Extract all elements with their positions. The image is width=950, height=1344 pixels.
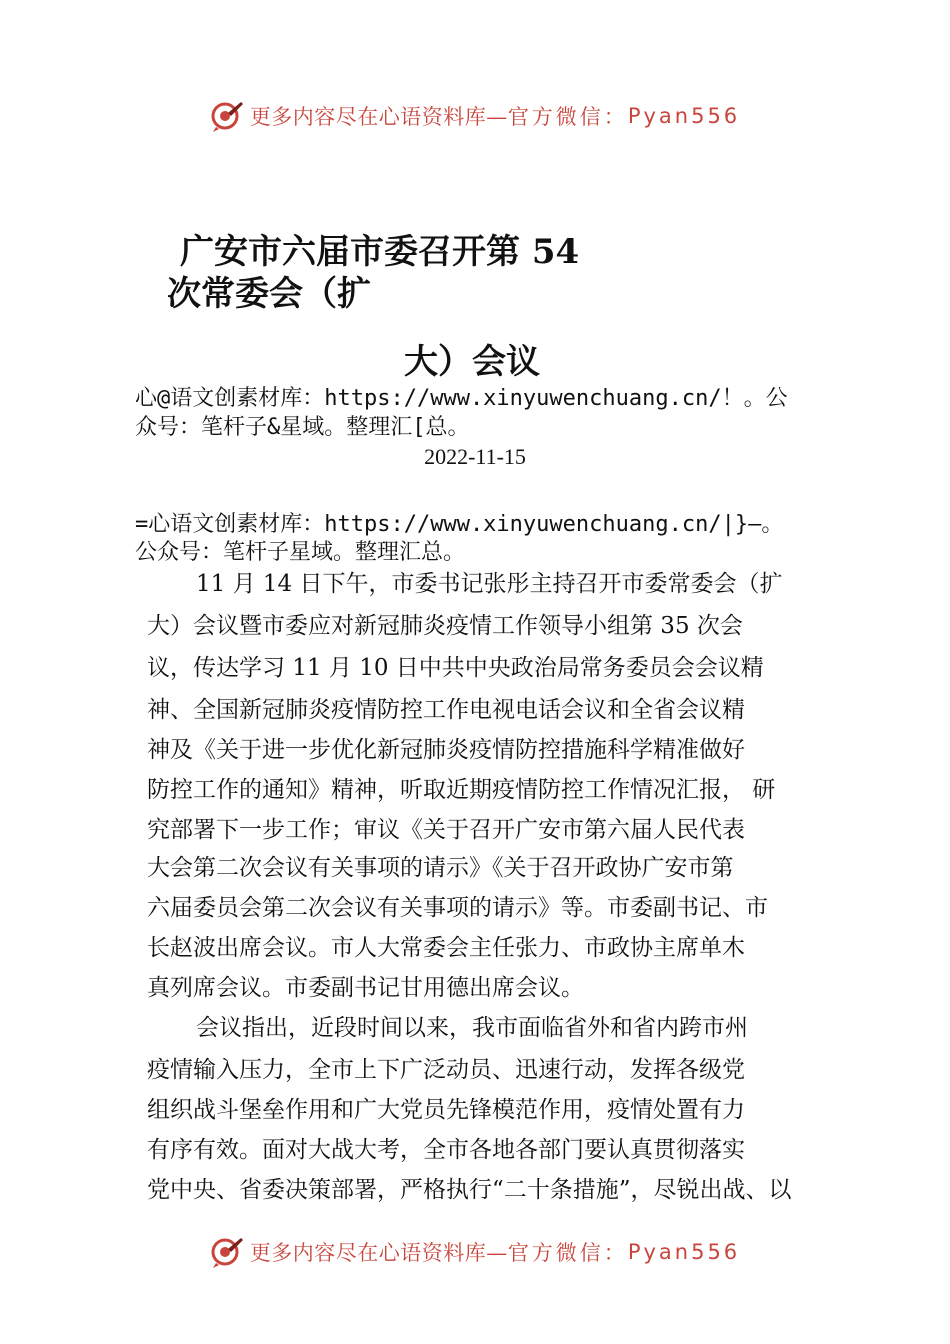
document-title-line-2: 次常委会（扩 bbox=[167, 274, 371, 314]
pen-logo-icon bbox=[210, 1235, 244, 1269]
banner-wechat-id: Pyan556 bbox=[627, 1240, 741, 1264]
document-title-line-3: 大）会议 bbox=[404, 342, 540, 382]
source-note-line-3: =心语文创素材库：https://www.xinyuwenchuang.cn/|}—。 bbox=[135, 512, 784, 537]
body-line: 大）会议暨市委应对新冠肺炎疫情工作领导小组第 35 次会 bbox=[147, 613, 743, 639]
body-line: 党中央、省委决策部署，严格执行“二十条措施”，尽锐出战、以 bbox=[147, 1177, 792, 1203]
body-line: 疫情输入压力，全市上下广泛动员、迅速行动，发挥各级党 bbox=[147, 1057, 745, 1083]
body-line: 防控工作的通知》精神，听取近期疫情防控工作情况汇报， 研 bbox=[147, 777, 776, 803]
source-note-line-2: 众号：笔杆子&星域。整理汇[总。 bbox=[135, 415, 470, 440]
document-date: 2022-11-15 bbox=[424, 444, 526, 469]
body-line: 11 月 14 日下午，市委书记张彤主持召开市委常委会（扩 bbox=[196, 571, 783, 597]
body-line: 有序有效。面对大战大考，全市各地各部门要认真贯彻落实 bbox=[147, 1137, 745, 1163]
pen-logo-icon bbox=[210, 99, 244, 133]
source-note-line-1: 心@语文创素材库：https://www.xinyuwenchuang.cn/！。公 bbox=[135, 386, 788, 411]
body-line: 六届委员会第二次会议有关事项的请示》等。市委副书记、市 bbox=[147, 895, 768, 921]
body-line: 究部署下一步工作；审议《关于召开广安市第六届人民代表 bbox=[147, 817, 745, 843]
body-line: 神及《关于进一步优化新冠肺炎疫情防控措施科学精准做好 bbox=[147, 737, 745, 763]
body-line: 真列席会议。市委副书记甘用德出席会议。 bbox=[147, 975, 584, 1001]
banner-wechat-label: 官方微信： bbox=[507, 1241, 628, 1265]
banner-slogan: 更多内容尽在心语资料库— bbox=[249, 105, 508, 129]
body-line: 大会第二次会议有关事项的请示》《关于召开政协广安市第 bbox=[147, 855, 734, 881]
banner-wechat-id: Pyan556 bbox=[627, 104, 741, 128]
source-note-line-4: 公众号：笔杆子星域。整理汇总。 bbox=[135, 540, 466, 565]
banner-slogan: 更多内容尽在心语资料库— bbox=[249, 1241, 508, 1265]
body-line: 长赵波出席会议。市人大常委会主任张力、市政协主席单木 bbox=[147, 935, 745, 961]
header-banner bbox=[0, 96, 950, 136]
body-line: 议，传达学习 11 月 10 日中共中央政治局常务委员会会议精 bbox=[147, 655, 764, 681]
body-line: 会议指出，近段时间以来，我市面临省外和省内跨市州 bbox=[196, 1015, 748, 1041]
footer-banner bbox=[0, 1232, 950, 1272]
body-line: 神、全国新冠肺炎疫情防控工作电视电话会议和全省会议精 bbox=[147, 697, 745, 723]
document-title-line-1: 广安市六届市委召开第 54 bbox=[180, 232, 580, 272]
body-line: 组织战斗堡垒作用和广大党员先锋模范作用，疫情处置有力 bbox=[147, 1097, 745, 1123]
banner-wechat-label: 官方微信： bbox=[507, 105, 628, 129]
